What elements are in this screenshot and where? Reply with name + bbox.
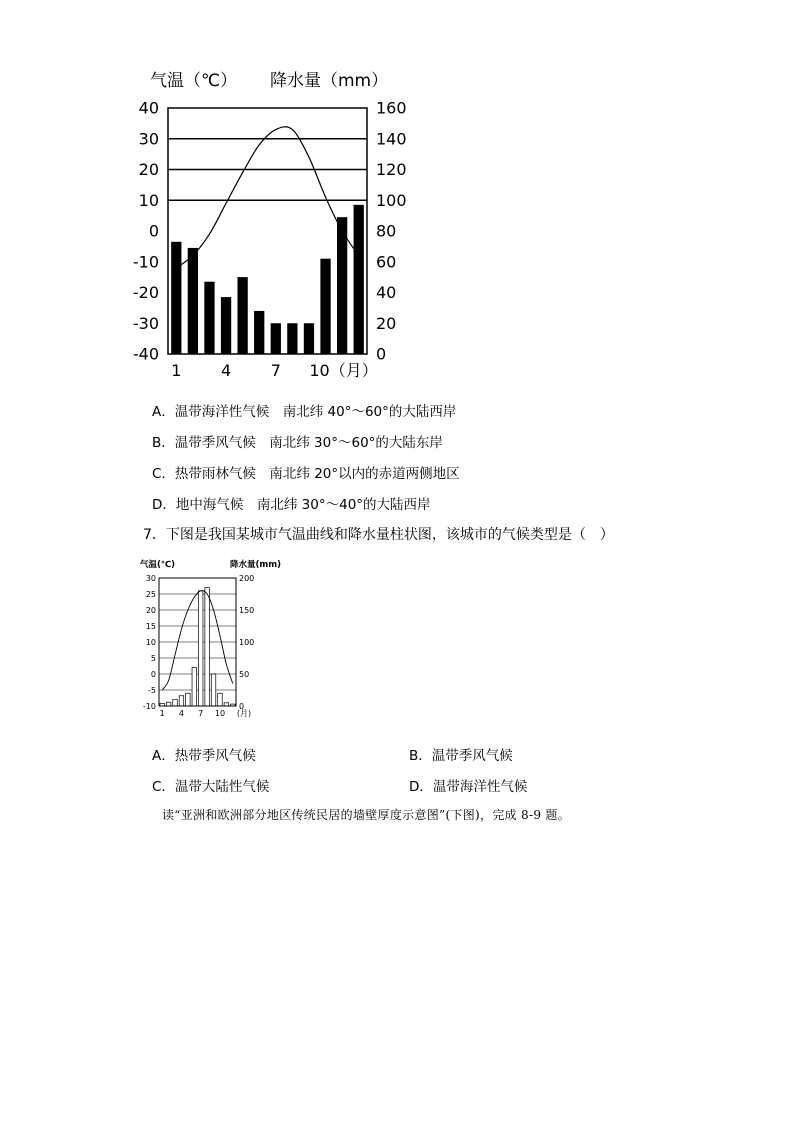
chart2-precip-bar (173, 700, 177, 706)
chart2-temp-tick-label: 15 (145, 621, 156, 631)
chart1-precip-bar (171, 242, 181, 354)
chart2-precip-bar (186, 693, 190, 706)
chart1-precip-bar (254, 311, 264, 354)
chart1-precip-tick-label: 80 (376, 221, 397, 241)
chart1-precip-tick-label: 0 (376, 344, 387, 364)
q7-option-b: B．温带季风气候 (409, 748, 513, 764)
chart2-temp-tick-label: 20 (145, 605, 156, 615)
q7-stem: 7．下图是我国某城市气温曲线和降水量柱状图，该城市的气候类型是（ ） (143, 527, 614, 543)
chart1-precip-tick-label: 120 (376, 160, 407, 180)
chart2-x-tick-label: 7 (198, 709, 204, 718)
q7-option-d: D．温带海洋性气候 (409, 779, 528, 795)
chart1-temp-tick-label: -40 (132, 344, 159, 364)
chart2-temp-tick-label: -10 (142, 701, 156, 711)
chart1-precip-bar (221, 297, 231, 354)
chart2-precip-bar (211, 674, 215, 706)
chart1-precip-tick-label: 40 (376, 283, 397, 303)
chart2-precip-tick-label: 200 (239, 573, 255, 583)
chart2-temp-tick-label: 0 (150, 669, 156, 679)
climate-chart-2 (140, 556, 290, 726)
chart1-temp-tick-label: 20 (138, 160, 159, 180)
chart2-temp-tick-label: 25 (145, 589, 156, 599)
chart1-precip-tick-label: 60 (376, 252, 397, 272)
chart1-x-tick-label: 4 (220, 361, 232, 380)
chart1-x-tick-label: 10（月） (309, 361, 378, 380)
climate-chart-1 (130, 62, 407, 392)
chart1-temp-tick-label: 0 (148, 221, 159, 241)
chart1-precip-tick-label: 20 (376, 313, 397, 333)
chart1-precip-bar (271, 323, 281, 354)
chart2-x-tick-label: 1 (159, 709, 165, 718)
chart1-x-tick-label: 1 (171, 361, 182, 380)
chart1-precip-bar (188, 248, 198, 354)
q6-option-c: C．热带雨林气候 南北纬 20°以内的赤道两侧地区 (152, 466, 460, 482)
q6-option-a: A．温带海洋性气候 南北纬 40°～60°的大陆西岸 (152, 404, 457, 420)
chart1-precip-tick-label: 140 (376, 129, 407, 149)
chart2-precip-bar (198, 591, 202, 706)
chart2-precip-bar (218, 693, 222, 706)
chart1-precip-bar (304, 323, 314, 354)
chart2-precip-tick-label: 0 (239, 701, 245, 711)
q7-option-c: C．温带大陆性气候 (152, 779, 270, 795)
chart2-precip-tick-label: 50 (239, 669, 250, 679)
chart2-x-tick-label: (月) (236, 709, 252, 718)
chart2-precip-bar (192, 668, 196, 706)
chart2-precip-bar (205, 588, 209, 706)
instruction-note: 读“亚洲和欧洲部分地区传统民居的墙壁厚度示意图”(下图)，完成 8-9 题。 (162, 808, 570, 822)
chart2-temp-tick-label: 30 (145, 573, 156, 583)
chart1-temp-tick-label: 40 (138, 98, 159, 118)
chart2-precip-axis-label: 降水量(mm) (230, 560, 281, 570)
q6-option-b: B．温带季风气候 南北纬 30°～60°的大陆东岸 (152, 435, 443, 451)
chart2-temperature-line (162, 591, 233, 690)
chart1-temp-tick-label: 30 (138, 129, 159, 149)
chart1-temp-tick-label: -30 (132, 313, 159, 333)
q7-option-a: A．热带季风气候 (152, 748, 256, 764)
chart2-temp-axis-label: 气温(℃) (140, 560, 176, 570)
chart2-precip-bar (179, 696, 183, 706)
chart1-temp-tick-label: 10 (138, 190, 159, 210)
chart1-precip-tick-label: 100 (376, 190, 407, 210)
chart1-precip-bar (287, 323, 297, 354)
chart2-x-tick-label: 4 (178, 709, 185, 718)
chart1-temp-tick-label: -10 (132, 252, 159, 272)
chart2-precip-bar (166, 702, 170, 706)
chart2-temp-tick-label: -5 (148, 685, 156, 695)
chart2-precip-tick-label: 100 (239, 637, 255, 647)
chart1-precip-bar (204, 282, 214, 354)
chart1-temp-tick-label: -20 (132, 283, 159, 303)
chart1-precip-bar (237, 277, 247, 354)
chart1-precip-axis-label: 降水量（mm） (270, 71, 389, 91)
chart1-precip-bar (354, 205, 364, 354)
chart1-x-tick-label: 7 (270, 361, 281, 380)
chart1-temp-axis-label: 气温（℃） (150, 71, 238, 91)
chart2-temp-tick-label: 10 (145, 637, 156, 647)
chart1-temperature-line (176, 127, 358, 268)
chart2-temp-tick-label: 5 (150, 653, 156, 663)
chart1-precip-bar (320, 259, 330, 354)
chart2-precip-tick-label: 150 (239, 605, 255, 615)
chart1-precip-tick-label: 160 (376, 98, 407, 118)
chart2-x-tick-label: 10 (214, 709, 226, 718)
q6-option-d: D．地中海气候 南北纬 30°～40°的大陆西岸 (152, 497, 431, 513)
